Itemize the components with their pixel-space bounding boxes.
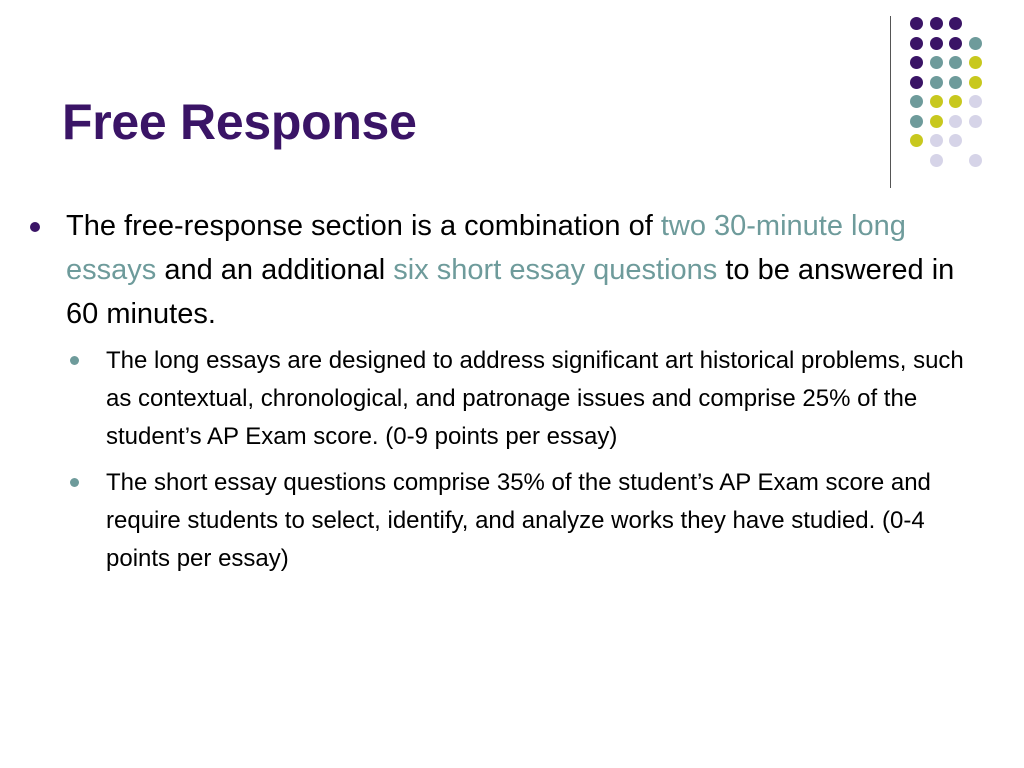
main-bullet-highlight-a: two 30-minute long essays xyxy=(66,210,906,286)
decorative-dot xyxy=(930,17,943,30)
decorative-dot xyxy=(969,37,982,50)
decorative-dot xyxy=(910,134,923,147)
decorative-dot xyxy=(969,56,982,69)
sub-bullet-short-essays xyxy=(68,464,976,578)
decorative-dot xyxy=(969,95,982,108)
bullet-dot-icon xyxy=(70,356,79,365)
decorative-dot xyxy=(969,115,982,128)
decorative-dot xyxy=(910,115,923,128)
decorative-dot xyxy=(949,76,962,89)
decorative-dot xyxy=(930,56,943,69)
main-bullet-text-c: to be answered in 60 minutes. xyxy=(66,254,955,330)
sub-bullet-long-essays xyxy=(68,342,976,456)
decorative-dot xyxy=(949,115,962,128)
decorative-dot xyxy=(930,115,943,128)
decorative-dot xyxy=(910,37,923,50)
decorative-dot-grid xyxy=(904,10,1014,170)
main-bullet-highlight-b: six short essay questions xyxy=(393,254,718,286)
decorative-dot xyxy=(910,56,923,69)
sub-bullet-text: The long essays are designed to address significant art historical problems, such as contextual, chronological, and patronage issues and comprise 25% of the student’s AP Exam score. (0-9 points per essay) xyxy=(106,347,964,450)
sub-bullet-text: The short essay questions comprise 35% of the student’s AP Exam score and require students to select, identify, and analyze works they have studied. (0-4 points per essay) xyxy=(106,469,931,572)
decorative-dot xyxy=(969,154,982,167)
slide-body xyxy=(28,204,988,578)
decorative-dot xyxy=(910,17,923,30)
vertical-divider xyxy=(890,16,891,188)
main-bullet xyxy=(28,204,988,336)
decorative-dot xyxy=(949,17,962,30)
decorative-dot xyxy=(949,37,962,50)
decorative-dot xyxy=(949,95,962,108)
decorative-dot xyxy=(930,37,943,50)
bullet-dot-icon xyxy=(70,478,79,487)
decorative-dot xyxy=(910,76,923,89)
decorative-dot xyxy=(930,76,943,89)
decorative-dot xyxy=(930,134,943,147)
decorative-dot xyxy=(910,95,923,108)
decorative-dot xyxy=(930,154,943,167)
decorative-dot xyxy=(949,56,962,69)
main-bullet-text-a: The free-response section is a combination of xyxy=(66,210,661,242)
decorative-dot xyxy=(949,134,962,147)
slide-title: Free Response xyxy=(62,94,417,150)
bullet-dot-icon xyxy=(30,222,40,232)
decorative-dot xyxy=(930,95,943,108)
decorative-dot xyxy=(969,76,982,89)
main-bullet-text-b: and an additional xyxy=(156,254,394,286)
